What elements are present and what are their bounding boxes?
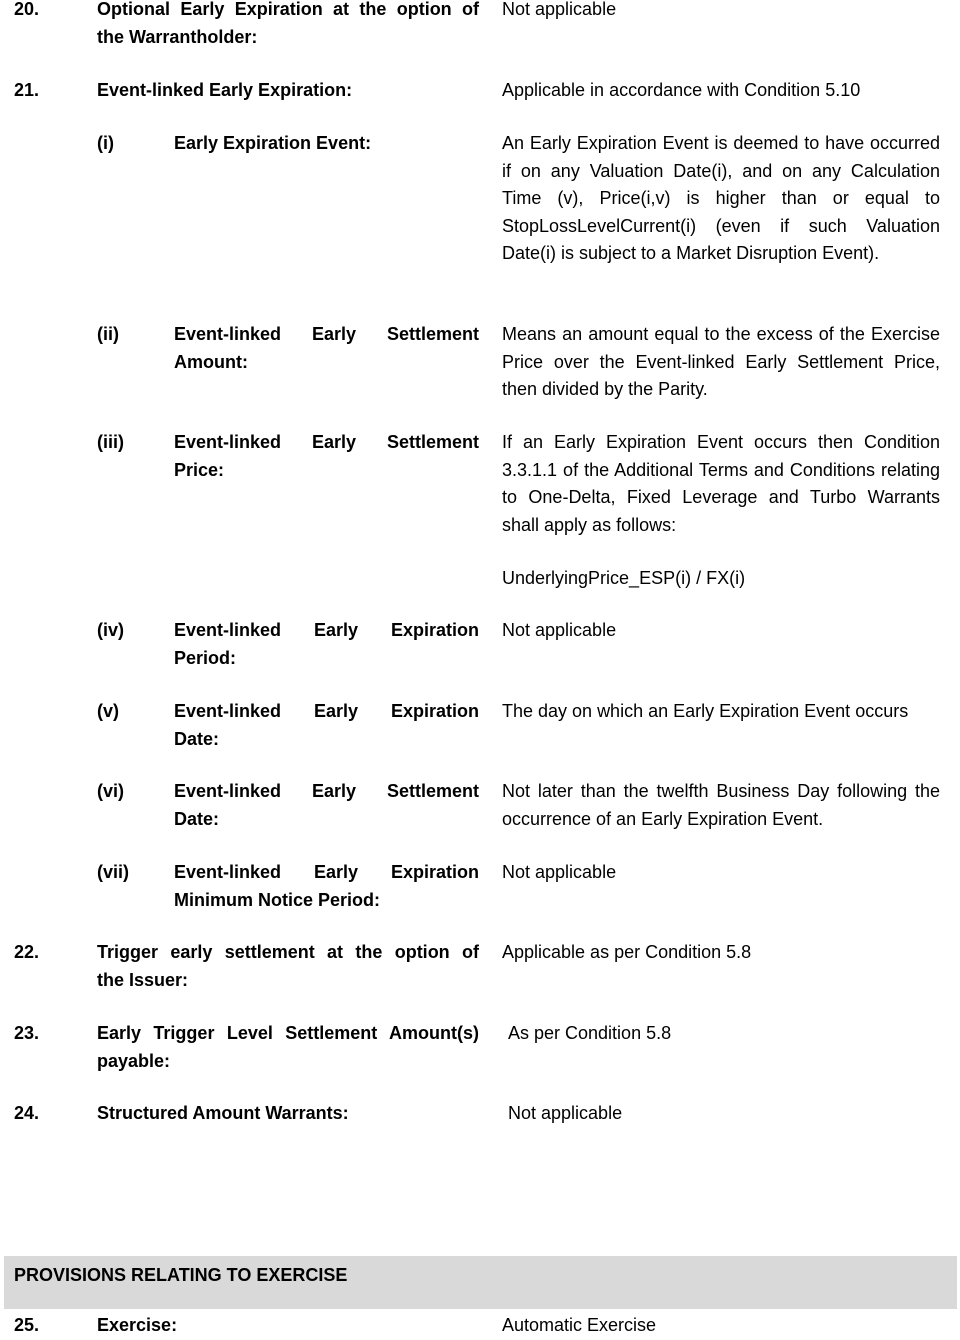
subitem-number: (iv) <box>97 620 124 640</box>
item-label: Structured Amount Warrants: <box>97 1103 349 1123</box>
section-title: PROVISIONS RELATING TO EXERCISE <box>14 1265 348 1285</box>
subitem-number: (vi) <box>97 781 124 801</box>
subitem-value: Not applicable <box>502 862 617 882</box>
subitem-label: Event-linked Early Expiration Period: <box>174 620 479 668</box>
item-value: Not applicable <box>502 0 617 19</box>
subitem-label: Event-linked Early Settlement Price: <box>174 432 479 480</box>
subitem-value: Means an amount equal to the excess of the Exercise Price over the Event-linked Early Settlement Price, then divided by the Parity. <box>502 324 940 399</box>
subitem-number: (ii) <box>97 324 119 344</box>
item-label: Optional Early Expiration at the option of the Warrantholder: <box>97 0 479 47</box>
subitem-label: Event-linked Early Expiration Date: <box>174 701 479 749</box>
subitem-value: The day on which an Early Expiration Event occurs <box>502 701 909 721</box>
item-number: 24. <box>14 1103 40 1123</box>
subitem-label: Event-linked Early Settlement Amount: <box>174 324 479 372</box>
item-value: Applicable as per Condition 5.8 <box>502 942 752 962</box>
subitem-label: Event-linked Early Settlement Date: <box>174 781 479 829</box>
subitem-value: Not applicable <box>502 620 617 640</box>
item-number: 23. <box>14 1023 40 1043</box>
section-heading <box>4 1256 957 1309</box>
item-number: 22. <box>14 942 40 962</box>
item-label: Event-linked Early Expiration: <box>97 80 353 100</box>
item-number: 21. <box>14 80 40 100</box>
subitem-number: (iii) <box>97 432 124 452</box>
item-label: Exercise: <box>97 1315 178 1335</box>
subitem-label: Event-linked Early Expiration Minimum Notice Period: <box>174 862 479 910</box>
subitem-number: (v) <box>97 701 119 721</box>
subitem-number: (vii) <box>97 862 130 882</box>
item-value: Automatic Exercise <box>502 1315 657 1335</box>
item-value: Applicable in accordance with Condition 5.10 <box>502 80 861 100</box>
item-number: 20. <box>14 0 40 19</box>
subitem-value: Not later than the twelfth Business Day following the occurrence of an Early Expiration Event. <box>502 781 940 829</box>
subitem-number: (i) <box>97 133 114 153</box>
formula: UnderlyingPrice_ESP(i) / FX(i) <box>502 568 746 588</box>
item-label: Trigger early settlement at the option of the Issuer: <box>97 942 479 990</box>
subitem-value: If an Early Expiration Event occurs then Condition 3.3.1.1 of the Additional Terms and Conditions relating to One-Delta, Fixed Leverage and Turbo Warrants shall apply as follows: <box>502 432 940 535</box>
subitem-value: An Early Expiration Event is deemed to have occurred if on any Valuation Date(i), and on any Calculation Time (v), Price(i,v) is higher than or equal to StopLossLevelCurrent(i) (even if such Valuation Date(i) is subject to a Market Disruption Event). <box>502 133 940 263</box>
item-value: Not applicable <box>508 1103 623 1123</box>
item-value: As per Condition 5.8 <box>508 1023 672 1043</box>
item-number: 25. <box>14 1315 40 1335</box>
subitem-label: Early Expiration Event: <box>174 133 372 153</box>
item-label: Early Trigger Level Settlement Amount(s) payable: <box>97 1023 479 1071</box>
